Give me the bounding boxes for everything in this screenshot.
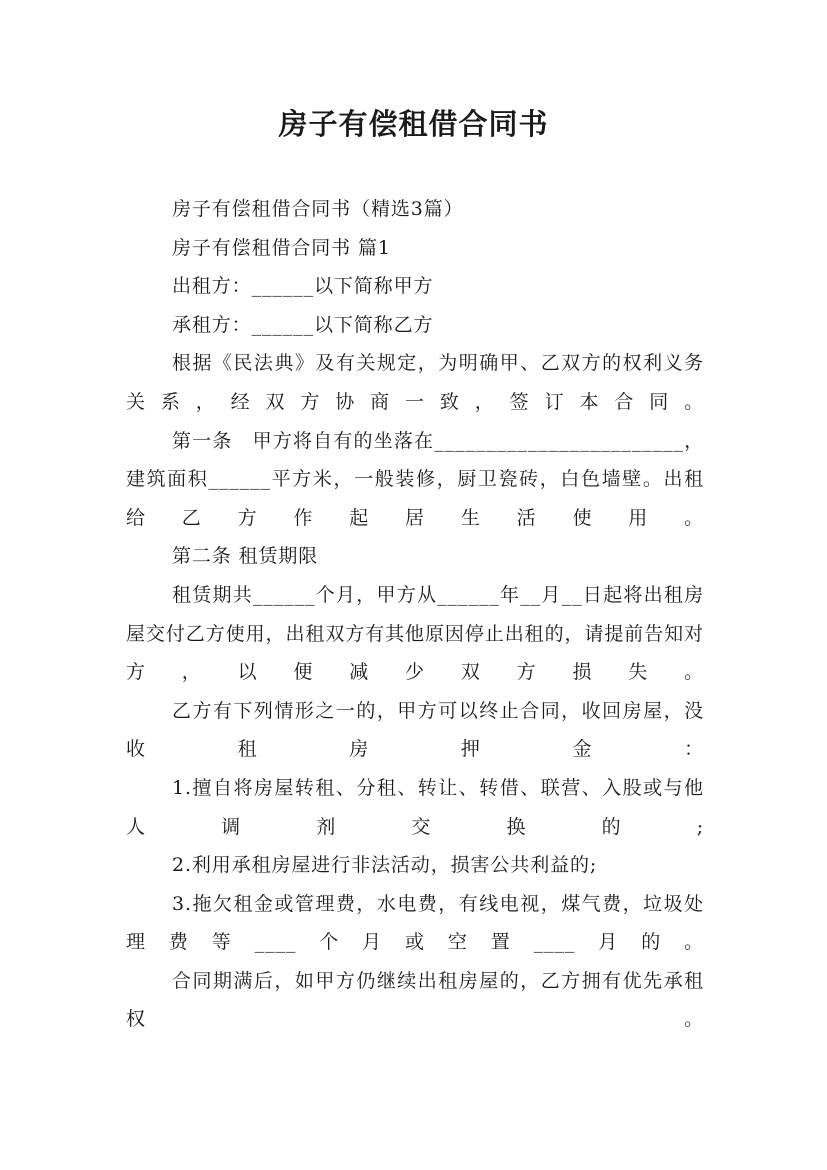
subtitle-paragraph: 房子有偿租借合同书（精选3篇） bbox=[171, 198, 464, 220]
termination-conditions-paragraph: 乙方有下列情形之一的，甲方可以终止合同，收回房屋，没收租房押金： bbox=[126, 699, 704, 761]
preamble-paragraph: 根据《民法典》及有关规定，为明确甲、乙双方的权利义务关系，经双方协商一致，签订本合同。 bbox=[126, 352, 704, 413]
document-title: 房子有偿租借合同书 bbox=[278, 107, 549, 141]
section-heading: 房子有偿租借合同书 篇1 bbox=[171, 236, 391, 259]
lessee-field: 承租方：______以下简称乙方 bbox=[171, 313, 434, 336]
lease-term-paragraph: 租赁期共______个月，甲方从______年__月__日起将出租房屋交付乙方使用，出租双方有其他原因停止出租的，请提前告知对方，以便减少双方损失。 bbox=[126, 583, 704, 684]
renewal-paragraph: 合同期满后，如甲方仍继续出租房屋的，乙方拥有优先承租权。 bbox=[126, 969, 704, 1031]
condition-item-1: 1.擅自将房屋转租、分租、转让、转借、联营、入股或与他人调剂交换的; bbox=[126, 776, 704, 838]
lessor-field: 出租方：______以下简称甲方 bbox=[171, 275, 434, 298]
condition-item-2: 2.利用承租房屋进行非法活动，损害公共利益的; bbox=[171, 854, 598, 877]
condition-item-3: 3.拖欠租金或管理费，水电费，有线电视，煤气费，垃圾处理费等____个月或空置____月的。 bbox=[126, 892, 704, 954]
article-one-paragraph: 第一条 甲方将自有的坐落在________________________，建筑面积______平方米，一般装修，厨卫瓷砖，白色墙壁。出租给乙方作起居生活使用。 bbox=[126, 429, 704, 529]
article-two-heading: 第二条 租赁期限 bbox=[171, 545, 319, 568]
document-body bbox=[126, 190, 704, 1039]
